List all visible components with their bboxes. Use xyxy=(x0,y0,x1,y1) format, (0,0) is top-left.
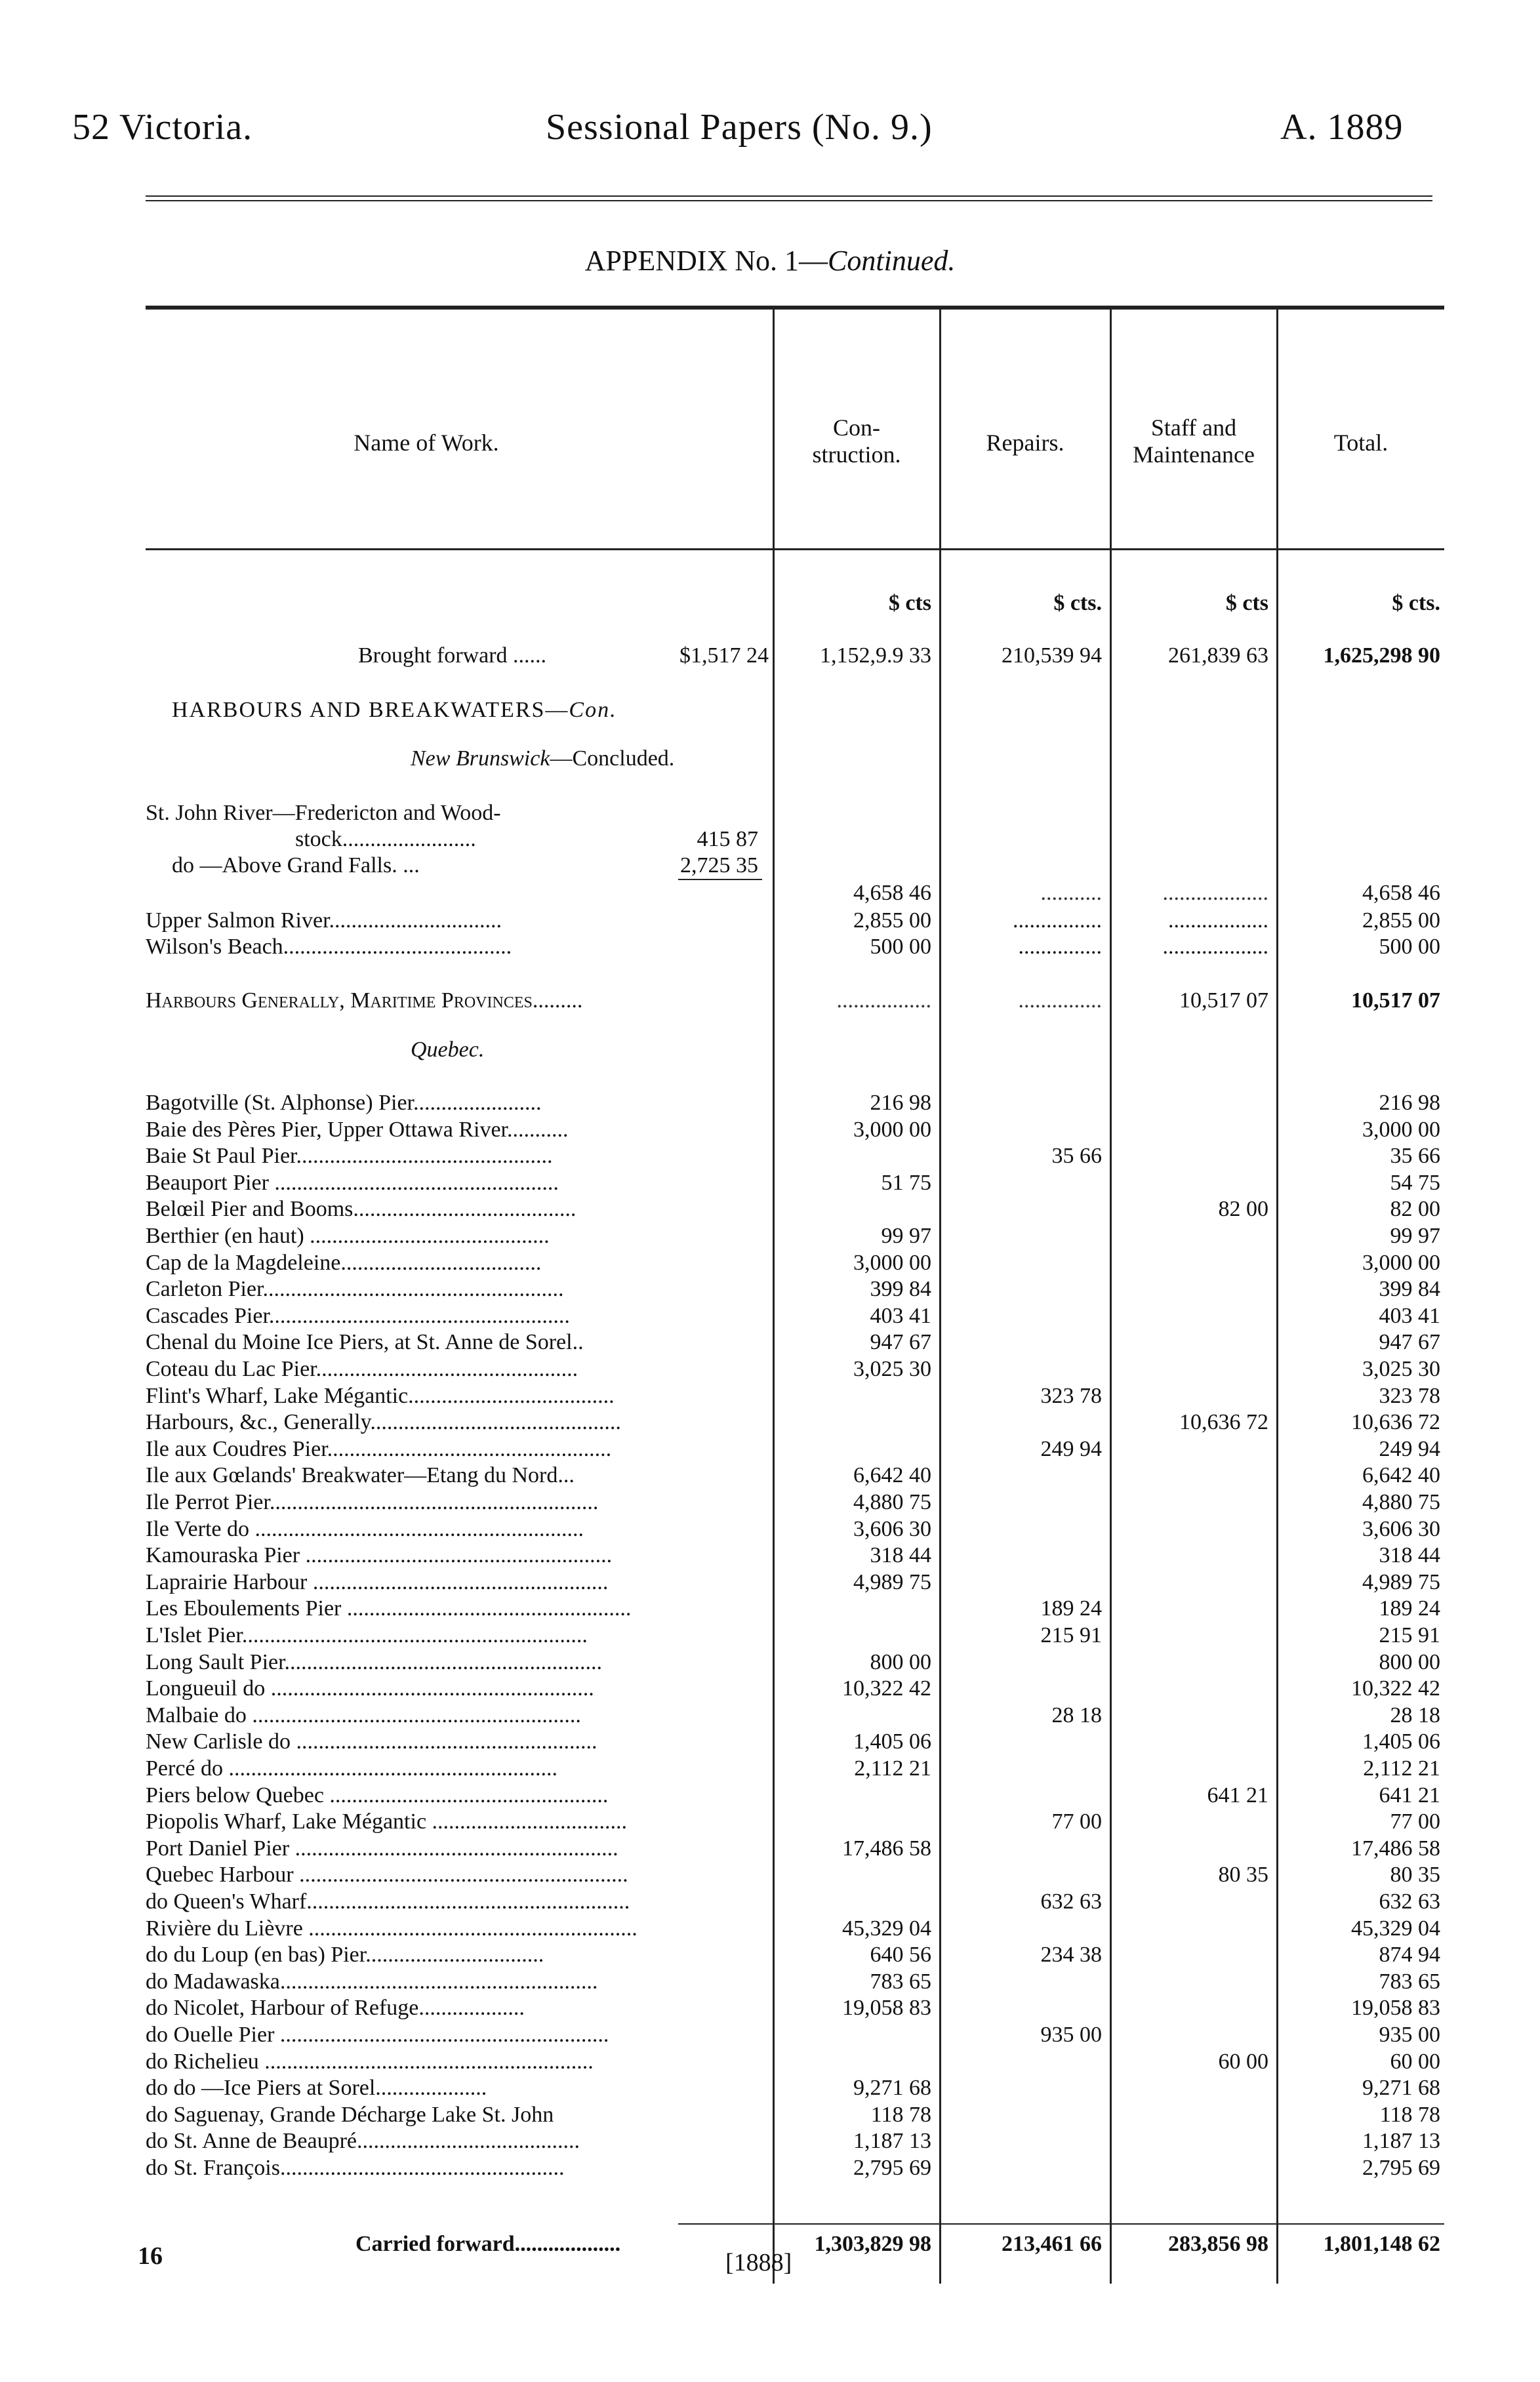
table-row xyxy=(0,1569,1540,1595)
harbours-generally-construction: ................. xyxy=(836,988,931,1013)
total-value: 2,112 21 xyxy=(1363,1756,1440,1781)
table-row xyxy=(0,1383,1540,1409)
table-row xyxy=(0,1649,1540,1675)
table-row xyxy=(0,1303,1540,1329)
total-value: 1,187 13 xyxy=(1362,2129,1440,2154)
currency-staff: $ cts xyxy=(1225,591,1268,615)
repairs-value: ............... xyxy=(1018,935,1102,959)
work-name: Flint's Wharf, Lake Mégantic..................................... xyxy=(146,1383,615,1408)
total-value: 118 78 xyxy=(1379,2102,1440,2127)
table-row xyxy=(0,1756,1540,1781)
work-name: Chenal du Moine Ice Piers, at St. Anne de Sorel.. xyxy=(146,1330,584,1355)
total-value: 77 00 xyxy=(1390,1809,1440,1834)
repairs-value: 323 78 xyxy=(1040,1383,1102,1408)
work-name: Cascades Pier...................................................... xyxy=(146,1303,570,1328)
repairs-value: 249 94 xyxy=(1040,1436,1102,1461)
section-new-brunswick-title: New Brunswick xyxy=(411,746,550,771)
work-name: Ile Perrot Pier........................................................... xyxy=(146,1490,599,1514)
work-name: Cap de la Magdeleine.................................... xyxy=(146,1250,542,1275)
construction-value: 403 41 xyxy=(870,1303,931,1328)
appendix-title-italic: Continued. xyxy=(828,245,956,277)
table-row xyxy=(0,1436,1540,1462)
construction-value: 9,271 68 xyxy=(853,2076,931,2101)
harbours-generally-name: Harbours Generally, Maritime Provinces......... xyxy=(146,988,583,1013)
work-name: Carleton Pier...................................................... xyxy=(146,1277,564,1302)
total-value: 323 78 xyxy=(1379,1383,1440,1408)
total-value: 399 84 xyxy=(1379,1277,1440,1302)
section-new-brunswick xyxy=(411,746,674,771)
work-name: Ile aux Coudres Pier................................................... xyxy=(146,1436,612,1461)
table-row xyxy=(0,934,1540,959)
section-new-brunswick-suffix: —Concluded. xyxy=(550,746,675,771)
construction-value: 399 84 xyxy=(870,1277,931,1302)
total-value: 216 98 xyxy=(1379,1091,1440,1115)
repairs-value: 77 00 xyxy=(1051,1809,1102,1834)
staff-value: 60 00 xyxy=(1218,2049,1268,2074)
construction-value: 51 75 xyxy=(881,1170,931,1195)
repairs-value: 632 63 xyxy=(1040,1889,1102,1914)
total-value: 80 35 xyxy=(1390,1863,1440,1887)
header-volume: 52 Victoria. xyxy=(72,107,253,148)
work-name: do Ouelle Pier ........................................................... xyxy=(146,2023,609,2047)
table-row xyxy=(0,1170,1540,1196)
construction-value: 3,025 30 xyxy=(853,1357,931,1381)
work-name: Long Sault Pier......................................................... xyxy=(146,1649,603,1674)
total-value: 1,405 06 xyxy=(1362,1729,1440,1754)
work-name: Bagotville (St. Alphonse) Pier....................... xyxy=(146,1091,542,1115)
total-value: 17,486 58 xyxy=(1351,1836,1440,1861)
construction-value: 1,187 13 xyxy=(853,2129,931,2154)
construction-value: 2,112 21 xyxy=(854,1756,931,1781)
repairs-value: 234 38 xyxy=(1040,1943,1102,1968)
staff-value: 10,636 72 xyxy=(1179,1410,1268,1435)
table-row xyxy=(0,908,1540,933)
total-value: 35 66 xyxy=(1390,1144,1440,1169)
table-row xyxy=(0,2022,1540,2048)
st-john-line-2-sub: 415 87 xyxy=(697,827,758,851)
work-name: Ile aux Gœlands' Breakwater—Etang du Nord... xyxy=(146,1463,575,1488)
total-value: 82 00 xyxy=(1390,1197,1440,1222)
construction-value: 947 67 xyxy=(870,1330,931,1355)
currency-total: $ cts. xyxy=(1392,591,1440,615)
work-name: Coteau du Lac Pier............................................... xyxy=(146,1357,578,1381)
work-name: Harbours, &c., Generally............................................. xyxy=(146,1410,621,1435)
total-value: 783 65 xyxy=(1379,1969,1440,1994)
work-name: do Madawaska......................................................... xyxy=(146,1969,598,1994)
col-head-staff-1: Staff and xyxy=(1150,414,1237,441)
table-row xyxy=(0,2102,1540,2128)
work-name: Beauport Pier ................................................... xyxy=(146,1170,559,1195)
carried-forward-total: 1,801,148 62 xyxy=(1323,2232,1440,2256)
work-name: Berthier (en haut) ........................................... xyxy=(146,1224,550,1248)
st-john-repairs: ........... xyxy=(1040,881,1102,905)
harbours-generally-total: 10,517 07 xyxy=(1351,988,1440,1013)
work-name: Quebec Harbour ........................................................... xyxy=(146,1863,628,1887)
currency-row xyxy=(0,590,1540,616)
total-value: 3,000 00 xyxy=(1362,1117,1440,1142)
brought-forward-sub: $1,517 24 xyxy=(679,643,769,668)
staff-value: 641 21 xyxy=(1207,1783,1268,1807)
appendix-title: APPENDIX No. 1— xyxy=(584,245,828,277)
currency-repairs: $ cts. xyxy=(1053,591,1102,615)
staff-value: .................. xyxy=(1168,908,1268,933)
construction-value: 500 00 xyxy=(870,935,931,959)
carried-forward-staff: 283,856 98 xyxy=(1168,2232,1268,2256)
st-john-line-1-text: St. John River—Fredericton and Wood- xyxy=(146,801,501,825)
construction-value: 3,606 30 xyxy=(853,1516,931,1541)
construction-value: 640 56 xyxy=(870,1943,931,1968)
year-mark: [1888] xyxy=(725,2249,792,2276)
work-name: Port Daniel Pier .......................................................... xyxy=(146,1836,618,1861)
repairs-value: 189 24 xyxy=(1040,1596,1102,1621)
total-value: 54 75 xyxy=(1390,1170,1440,1195)
work-name: do St. François................................................... xyxy=(146,2156,565,2180)
table-row xyxy=(0,2075,1540,2101)
construction-value: 4,989 75 xyxy=(853,1569,931,1594)
col-head-staff xyxy=(1112,414,1275,469)
st-john-line-1 xyxy=(0,800,1540,826)
construction-value: 17,486 58 xyxy=(842,1836,931,1861)
total-value: 3,025 30 xyxy=(1362,1357,1440,1381)
table-row xyxy=(0,1090,1540,1116)
construction-value: 2,795 69 xyxy=(853,2156,931,2180)
repairs-value: 935 00 xyxy=(1040,2023,1102,2047)
header-divider-rule xyxy=(146,548,1444,550)
table-row xyxy=(0,1995,1540,2021)
st-john-total: 4,658 46 xyxy=(1362,881,1440,905)
st-john-staff: ................... xyxy=(1162,881,1268,905)
total-value: 800 00 xyxy=(1379,1649,1440,1674)
construction-value: 10,322 42 xyxy=(842,1676,931,1701)
table-row xyxy=(0,2049,1540,2074)
total-value: 99 97 xyxy=(1390,1224,1440,1248)
work-name: do Nicolet, Harbour of Refuge................... xyxy=(146,1996,525,2021)
brought-forward-staff: 261,839 63 xyxy=(1168,643,1268,668)
work-name: Les Eboulements Pier ................................................... xyxy=(146,1596,632,1621)
total-value: 9,271 68 xyxy=(1362,2076,1440,2101)
construction-value: 99 97 xyxy=(881,1224,931,1248)
col-head-staff-2: Maintenance xyxy=(1133,441,1255,468)
work-name: Baie des Pères Pier, Upper Ottawa River........... xyxy=(146,1117,569,1142)
total-value: 10,322 42 xyxy=(1351,1676,1440,1701)
total-value: 500 00 xyxy=(1379,935,1440,959)
table-row xyxy=(0,1463,1540,1488)
table-row xyxy=(0,1889,1540,1914)
total-value: 4,880 75 xyxy=(1362,1490,1440,1514)
construction-value: 800 00 xyxy=(870,1649,931,1674)
repairs-value: ................ xyxy=(1013,908,1102,933)
work-name: Piopolis Wharf, Lake Mégantic ................................... xyxy=(146,1809,628,1834)
construction-value: 2,855 00 xyxy=(853,908,931,933)
col-head-repairs: Repairs. xyxy=(986,430,1064,456)
col-head-construction-2: struction. xyxy=(812,441,901,468)
construction-value: 3,000 00 xyxy=(853,1117,931,1142)
table-row xyxy=(0,2155,1540,2181)
work-name: Kamouraska Pier ....................................................... xyxy=(146,1543,613,1568)
total-value: 632 63 xyxy=(1379,1889,1440,1914)
table-row xyxy=(0,1117,1540,1142)
table-row xyxy=(0,1276,1540,1302)
table-row xyxy=(0,1729,1540,1754)
brought-forward-row xyxy=(0,643,1540,668)
total-value: 947 67 xyxy=(1379,1330,1440,1355)
work-name: Malbaie do ........................................................... xyxy=(146,1703,581,1727)
work-name: do Richelieu ........................................................... xyxy=(146,2049,594,2074)
work-name: Rivière du Lièvre ........................................................... xyxy=(146,1916,638,1941)
total-value: 3,606 30 xyxy=(1362,1516,1440,1541)
table-row xyxy=(0,1356,1540,1382)
total-value: 2,795 69 xyxy=(1362,2156,1440,2180)
total-value: 45,329 04 xyxy=(1351,1916,1440,1941)
staff-value: 80 35 xyxy=(1218,1863,1268,1887)
table-row xyxy=(0,2128,1540,2154)
work-name: Piers below Quebec .................................................. xyxy=(146,1783,609,1807)
work-name: do do —Ice Piers at Sorel.................... xyxy=(146,2076,487,2101)
currency-construction: $ cts xyxy=(888,591,931,615)
work-name: do Saguenay, Grande Décharge Lake St. John xyxy=(146,2102,554,2127)
staff-value: 82 00 xyxy=(1218,1197,1268,1222)
table-row xyxy=(0,1543,1540,1568)
section-harbours xyxy=(172,698,617,723)
st-john-line-2 xyxy=(0,826,1540,852)
page-number: 16 xyxy=(138,2242,163,2270)
total-value: 189 24 xyxy=(1379,1596,1440,1621)
total-value: 28 18 xyxy=(1390,1703,1440,1727)
table-row xyxy=(0,1942,1540,1968)
construction-value: 45,329 04 xyxy=(842,1916,931,1941)
carried-forward-repairs: 213,461 66 xyxy=(1002,2232,1102,2256)
brought-forward-label: Brought forward ...... xyxy=(358,643,547,668)
construction-value: 783 65 xyxy=(870,1969,931,1994)
total-value: 318 44 xyxy=(1379,1543,1440,1568)
construction-value: 6,642 40 xyxy=(853,1463,931,1488)
total-value: 19,058 83 xyxy=(1351,1996,1440,2021)
table-row xyxy=(0,1916,1540,1941)
construction-value: 318 44 xyxy=(870,1543,931,1568)
table-row xyxy=(0,1223,1540,1249)
carried-forward-rule xyxy=(678,2223,1444,2225)
construction-value: 1,405 06 xyxy=(853,1729,931,1754)
st-john-line-3-text: do —Above Grand Falls. ... xyxy=(172,853,420,878)
total-value: 60 00 xyxy=(1390,2049,1440,2074)
table-row xyxy=(0,1703,1540,1728)
total-value: 6,642 40 xyxy=(1362,1463,1440,1488)
brought-forward-total: 1,625,298 90 xyxy=(1323,643,1440,668)
harbours-generally-row xyxy=(0,988,1540,1013)
table-row xyxy=(0,1862,1540,1887)
total-value: 4,989 75 xyxy=(1362,1569,1440,1594)
work-name: Percé do ........................................................... xyxy=(146,1756,558,1781)
construction-value: 118 78 xyxy=(870,2102,931,2127)
col-head-construction-1: Con- xyxy=(833,414,880,441)
work-name: Baie St Paul Pier.............................................. xyxy=(146,1144,553,1169)
table-row xyxy=(0,1196,1540,1222)
header-rule-bottom xyxy=(146,200,1432,201)
repairs-value: 35 66 xyxy=(1051,1144,1102,1169)
work-name: do St. Anne de Beaupré........................................ xyxy=(146,2129,580,2154)
construction-value: 4,880 75 xyxy=(853,1490,931,1514)
st-john-line-2-text: stock........................ xyxy=(295,827,476,851)
total-value: 215 91 xyxy=(1379,1623,1440,1647)
work-name: Laprairie Harbour ..................................................... xyxy=(146,1569,609,1594)
table-row xyxy=(0,1329,1540,1355)
table-row xyxy=(0,1596,1540,1621)
work-name: L'Islet Pier.............................................................. xyxy=(146,1623,588,1647)
section-harbours-italic: Con. xyxy=(569,698,617,722)
work-name: do Queen's Wharf.......................................................... xyxy=(146,1889,630,1914)
work-name: Ile Verte do ........................................................... xyxy=(146,1516,584,1541)
col-head-name: Name of Work. xyxy=(354,430,499,456)
brought-forward-construction: 1,152,9.9 33 xyxy=(820,643,931,668)
table-row xyxy=(0,1969,1540,1994)
total-value: 403 41 xyxy=(1379,1303,1440,1328)
total-value: 935 00 xyxy=(1379,2023,1440,2047)
carried-forward-label: Carried forward................... xyxy=(355,2232,621,2256)
total-value: 2,855 00 xyxy=(1362,908,1440,933)
appendix-heading xyxy=(0,244,1540,277)
total-value: 641 21 xyxy=(1379,1783,1440,1807)
work-name: do du Loup (en bas) Pier................................ xyxy=(146,1943,544,1968)
total-value: 3,000 00 xyxy=(1362,1250,1440,1275)
construction-value: 3,000 00 xyxy=(853,1250,931,1275)
section-harbours-title: HARBOURS AND BREAKWATERS— xyxy=(172,698,569,722)
carried-forward-construction: 1,303,829 98 xyxy=(814,2232,931,2256)
header-year: A. 1889 xyxy=(1280,107,1404,148)
harbours-generally-staff: 10,517 07 xyxy=(1179,988,1268,1013)
st-john-line-3-sub: 2,725 35 xyxy=(680,853,758,878)
total-value: 10,636 72 xyxy=(1351,1410,1440,1435)
brought-forward-repairs: 210,539 94 xyxy=(1002,643,1102,668)
table-row xyxy=(0,1676,1540,1701)
section-quebec: Quebec. xyxy=(411,1038,485,1062)
table-row xyxy=(0,1623,1540,1648)
total-value: 874 94 xyxy=(1379,1943,1440,1968)
harbours-generally-repairs: ............... xyxy=(1018,988,1102,1013)
work-name: Upper Salmon River............................... xyxy=(146,908,502,933)
st-john-line-3 xyxy=(0,853,1540,878)
table-row xyxy=(0,1516,1540,1542)
table-row xyxy=(0,1250,1540,1276)
table-row xyxy=(0,1143,1540,1169)
work-name: Wilson's Beach......................................... xyxy=(146,935,512,959)
repairs-value: 28 18 xyxy=(1051,1703,1102,1727)
st-john-totals-row xyxy=(0,880,1540,906)
table-row xyxy=(0,1783,1540,1808)
col-head-total: Total. xyxy=(1333,430,1388,456)
construction-value: 19,058 83 xyxy=(842,1996,931,2021)
table-top-rule xyxy=(146,306,1444,310)
table-row xyxy=(0,1809,1540,1834)
header-rule-top xyxy=(146,195,1432,197)
staff-value: ................... xyxy=(1162,935,1268,959)
repairs-value: 215 91 xyxy=(1040,1623,1102,1647)
construction-value: 216 98 xyxy=(870,1091,931,1115)
table-row xyxy=(0,1409,1540,1435)
table-row xyxy=(0,1489,1540,1515)
work-name: New Carlisle do ...................................................... xyxy=(146,1729,598,1754)
total-value: 249 94 xyxy=(1379,1436,1440,1461)
header-title: Sessional Papers (No. 9.) xyxy=(546,107,933,148)
table-row xyxy=(0,1836,1540,1861)
st-john-construction: 4,658 46 xyxy=(853,881,931,905)
col-head-construction xyxy=(775,414,938,469)
work-name: Belœil Pier and Booms........................................ xyxy=(146,1197,577,1222)
work-name: Longueuil do .......................................................... xyxy=(146,1676,594,1701)
